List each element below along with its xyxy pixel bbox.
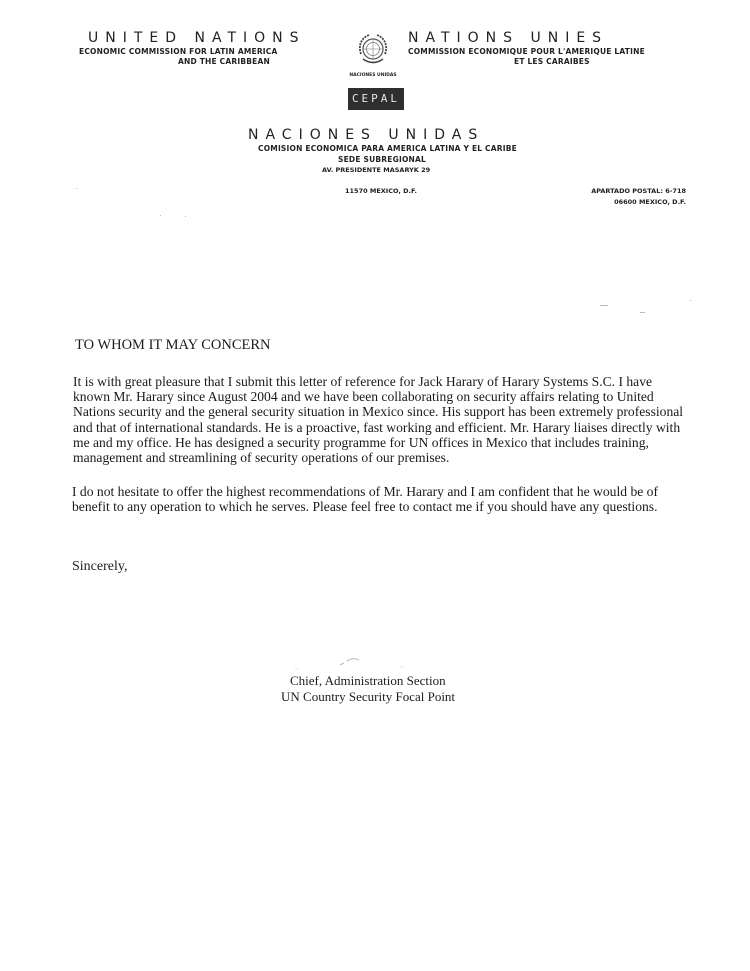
signatory-title: Chief, Administration Section	[290, 673, 446, 688]
letterhead-english-line1: ECONOMIC COMMISSION FOR LATIN AMERICA	[79, 47, 278, 56]
emblem-caption: NACIONES UNIDAS	[349, 73, 397, 78]
salutation: TO WHOM IT MAY CONCERN	[75, 337, 271, 353]
letterhead-spanish-title: NACIONES UNIDAS	[248, 127, 485, 143]
letterhead-french-title: NATIONS UNIES	[408, 30, 609, 46]
signatory-role: UN Country Security Focal Point	[281, 689, 456, 704]
un-emblem-icon	[355, 32, 391, 68]
letterhead-french-line2: ET LES CARAIBES	[514, 57, 590, 66]
letterhead-english-line2: AND THE CARIBBEAN	[178, 57, 270, 66]
letterhead-spanish-line1: COMISION ECONOMICA PARA AMERICA LATINA Y EL CARIBE	[258, 144, 517, 153]
postal-box: APARTADO POSTAL: 6-718	[591, 187, 686, 195]
letterhead-spanish-line2: SEDE SUBREGIONAL	[338, 155, 426, 164]
closing: Sincerely,	[72, 559, 128, 574]
letter-paragraph-2: I do not hesitate to offer the highest recommendations of Mr. Harary and I am confident that he would be of benefit to any operation to which he serves. Please feel free to contact me if you should have any questions.	[72, 484, 658, 515]
letterhead-spanish-address: AV. PRESIDENTE MASARYK 29	[322, 166, 431, 174]
postal-city: 06600 MEXICO, D.F.	[614, 198, 686, 206]
signature-mark	[285, 649, 415, 675]
letter-paragraph-1: It is with great pleasure that I submit this letter of reference for Jack Harary of Harary Systems S.C. I have known Mr. Harary since August 2004 and we have been collaborating on security affairs relating to United Nations security and the general security situation in Mexico since. His support has been extremely professional and that of international standards. He is a proactive, fast working and efficient. Mr. Harary liaises directly with me and my office. He has designed a security programme for UN offices in Mexico that includes training, management and streamlining of security operations of our premises.	[73, 374, 684, 466]
letterhead-french-line1: COMMISSION ECONOMIQUE POUR L'AMERIQUE LATINE	[408, 47, 645, 56]
cepal-logo: CEPAL	[348, 88, 404, 110]
letterhead-english-title: UNITED NATIONS	[88, 30, 306, 46]
letterhead-city: 11570 MEXICO, D.F.	[345, 187, 417, 195]
